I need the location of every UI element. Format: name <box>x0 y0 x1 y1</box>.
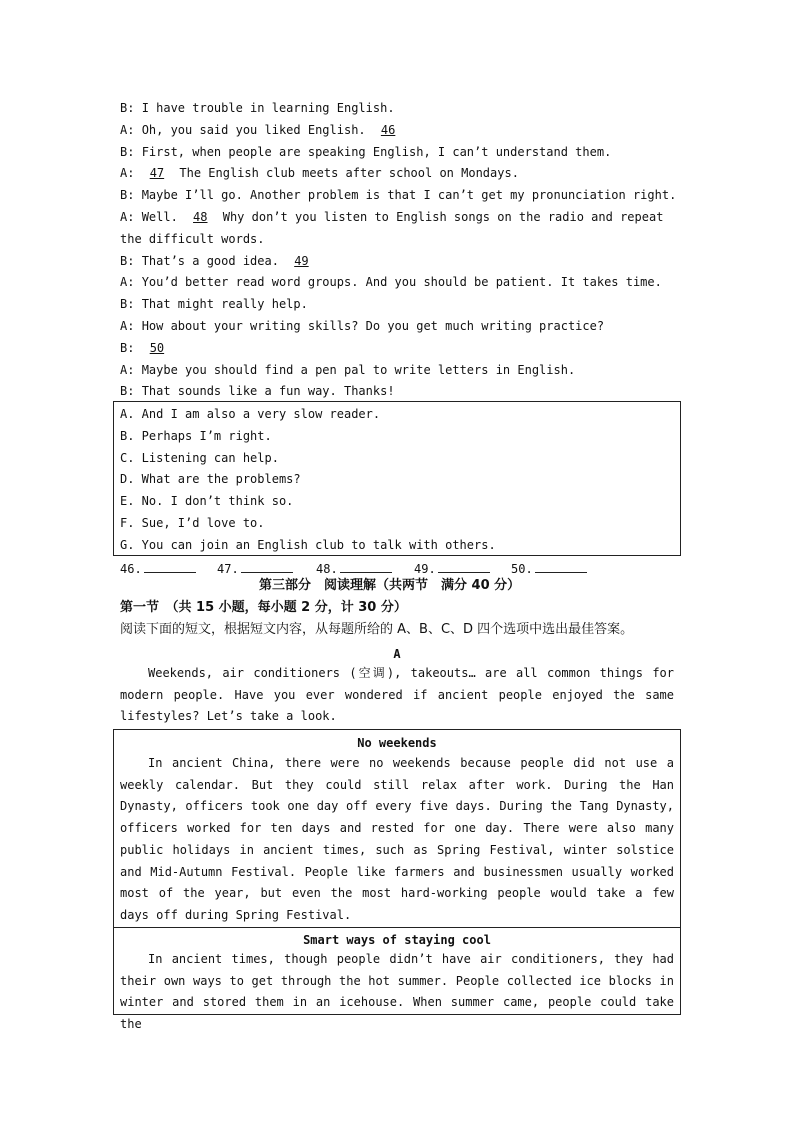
dialogue-line <box>120 274 680 290</box>
answer-label: 47. <box>217 562 239 576</box>
answer-label: 49. <box>414 562 436 576</box>
no-weekends-box <box>113 729 681 928</box>
box1-title: No weekends <box>357 736 437 750</box>
dialogue-speaker: A: <box>120 275 142 290</box>
answer-label: 50. <box>511 562 533 576</box>
answer-blank-49[interactable] <box>414 560 490 577</box>
dialogue-pre: Well. <box>141 210 186 224</box>
answer-label: 48. <box>316 562 338 576</box>
blank-number[interactable]: 48 <box>193 210 208 224</box>
dialogue-pre: That sounds like a fun way. Thanks! <box>141 384 395 399</box>
section1-title: 第一节 （共 15 小题，每小题 2 分，计 30 分） <box>120 600 407 615</box>
option-item: D. What are the problems? <box>120 472 301 487</box>
dialogue-line <box>120 100 680 116</box>
answer-blank-47[interactable] <box>217 560 293 577</box>
dialogue-speaker: B: <box>120 297 142 312</box>
dialogue-pre: Maybe I’ll go. Another problem is that I can’t get my pronunciation right. <box>141 188 677 203</box>
option-item: A. And I am also a very slow reader. <box>120 407 381 421</box>
instruction: 阅读下面的短文，根据短文内容，从每题所给的 A、B、C、D 四个选项中选出最佳答案。 <box>120 622 634 637</box>
dialogue-post: The English club meets after school on Mondays. <box>172 166 519 181</box>
option-item: G. You can join an English club to talk with others. <box>120 537 496 552</box>
dialogue-line <box>120 340 680 356</box>
dialogue-speaker: B: <box>120 253 142 268</box>
dialogue-speaker: B: <box>120 101 142 115</box>
dialogue-speaker: B: <box>120 188 142 203</box>
dialogue-pre: First, when people are speaking English, I can’t understand them. <box>141 144 612 159</box>
dialogue-pre: That might really help. <box>141 297 308 312</box>
dialogue-line <box>120 383 680 399</box>
option-item: F. Sue, I’d love to. <box>120 516 265 530</box>
dialogue-pre: You’d better read word groups. And you should be patient. It takes time. <box>141 275 662 290</box>
dialogue-pre: Oh, you said you liked English. <box>141 122 373 137</box>
staying-cool-box <box>113 927 681 1032</box>
dialogue-line <box>120 165 680 181</box>
dialogue-line <box>120 209 680 225</box>
dialogue-pre: Maybe you should find a pen pal to write letters in English. <box>141 362 576 377</box>
dialogue-speaker: B: <box>120 384 142 399</box>
intro-paragraph: Weekends, air conditioners (空调), takeouts… are all common things for modern people. Have you ever wondered if ancient people enjoyed the same lifestyles? Let’s take a look. <box>120 666 674 724</box>
dialogue-speaker: B: <box>120 144 142 159</box>
option-item: E. No. I don’t think so. <box>120 494 294 509</box>
answer-blank-46[interactable] <box>120 560 196 577</box>
dialogue-line <box>120 187 680 203</box>
dialogue-speaker: A: <box>120 122 142 137</box>
dialogue-line <box>120 362 680 378</box>
answer-label: 46. <box>120 562 142 576</box>
blank-number[interactable]: 46 <box>380 122 396 137</box>
dialogue-line <box>120 122 680 138</box>
dialogue-speaker: A: <box>120 210 142 224</box>
answer-blank-50[interactable] <box>511 560 587 577</box>
dialogue-pre: How about your writing skills? Do you get much writing practice? <box>141 319 605 333</box>
dialogue-speaker: A: <box>120 166 142 181</box>
options-box <box>113 401 681 556</box>
blank-number[interactable]: 49 <box>294 253 309 268</box>
section3-title: 第三部分 阅读理解（共两节 满分 40 分） <box>259 578 521 593</box>
dialogue-line <box>120 296 680 312</box>
dialogue-post: Why don’t you listen to English songs on the radio and repeat <box>215 210 664 224</box>
dialogue-pre: That’s a good idea. <box>141 253 287 268</box>
blank-number[interactable]: 47 <box>149 166 165 181</box>
dialogue-speaker: A: <box>120 362 142 377</box>
dialogue-pre: I have trouble in learning English. <box>141 101 395 115</box>
option-item: C. Listening can help. <box>120 450 279 465</box>
answer-blank-48[interactable] <box>316 560 392 577</box>
box2-text: In ancient times, though people didn’t have air conditioners, they had their own ways to get through the hot summer. People collected ice blocks in winter and stored them in an icehouse. When summer came, people could take the <box>120 952 674 1032</box>
passage-label: A <box>393 647 401 661</box>
box2-title: Smart ways of staying cool <box>303 933 491 947</box>
box1-text: In ancient China, there were no weekends because people did not use a weekly calendar. But they could still relax after work. During the Han Dynasty, officers took one day off every five days. During the Tang Dynasty, officers worked for ten days and rested for one day. There were also many public holidays in ancient times, such as Spring Festival, winter solstice and Mid-Autumn Festival. People like farmers and businessmen usually worked most of the year, but even the most hard-working people would take a few days off during Spring Festival. <box>120 756 674 922</box>
dialogue-line <box>120 144 680 160</box>
option-item: B. Perhaps I’m right. <box>120 428 272 443</box>
dialogue-line <box>120 318 680 334</box>
dialogue-speaker: A: <box>120 319 142 333</box>
dialogue-pre: the difficult words. <box>120 231 265 246</box>
dialogue-line <box>120 231 680 247</box>
dialogue-speaker: B: <box>120 340 142 355</box>
dialogue-line <box>120 253 680 269</box>
blank-number[interactable]: 50 <box>149 340 165 355</box>
